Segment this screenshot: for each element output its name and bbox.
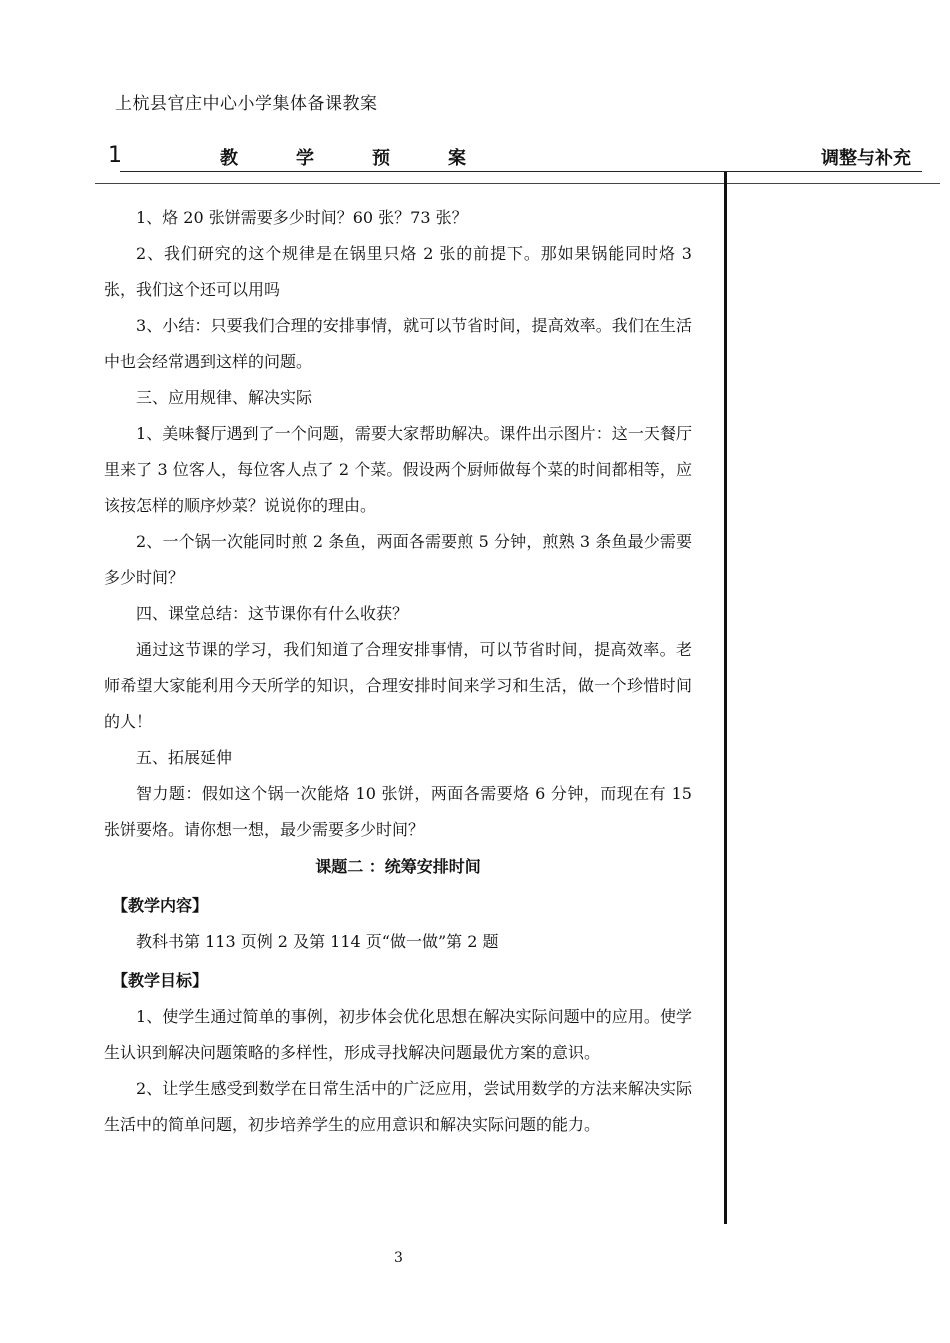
paragraph: 教科书第 113 页例 2 及第 114 页“做一做”第 2 题 (136, 932, 499, 951)
paragraph: 2、我们研究的这个规律是在锅里只烙 2 张的前提下。那如果锅能同时烙 3 张，我们这个还可以用吗 (104, 244, 692, 299)
school-title: 上杭县官庄中心小学集体备课教案 (115, 94, 378, 114)
table-header (108, 141, 923, 171)
paragraph: 1、美味餐厅遇到了一个问题，需要大家帮助解决。课件出示图片：这一天餐厅里来了 3 位客人，每位客人点了 2 个菜。假设两个厨师做每个菜的时间都相等，应该按怎样的顺序炒菜？说说你的理由。 (104, 424, 692, 515)
header-adjust-label: 调整与补充 (821, 148, 911, 169)
topic-title: 课题二 ：统筹安排时间 (315, 857, 481, 876)
page-number: 3 (394, 1250, 403, 1266)
paragraph: 2、一个锅一次能同时煎 2 条鱼，两面各需要煎 5 分钟，煎熟 3 条鱼最少需要多少时间？ (104, 532, 692, 587)
lesson-plan-content (104, 200, 692, 1143)
section-heading: 五、拓展延伸 (136, 748, 233, 767)
header-underline (120, 171, 922, 172)
horizontal-divider (95, 183, 940, 184)
paragraph: 智力题：假如这个锅一次能烙 10 张饼，两面各需要烙 6 分钟，而现在有 15 张饼要烙。请你想一想，最少需要多少时间？ (104, 784, 692, 839)
section-heading: 三、应用规律、解决实际 (136, 388, 313, 407)
section-heading: 四、课堂总结：这节课你有什么收获？ (136, 604, 409, 623)
paragraph: 通过这节课的学习，我们知道了合理安排事情，可以节省时间，提高效率。老师希望大家能利用今天所学的知识，合理安排时间来学习和生活，做一个珍惜时间的人！ (104, 640, 692, 731)
paragraph: 3、小结：只要我们合理的安排事情，就可以节省时间，提高效率。我们在生活中也会经常遇到这样的问题。 (104, 316, 692, 371)
section-label-goals: 【教学目标】 (112, 971, 209, 990)
header-plan-label: 教学预案 (220, 148, 524, 169)
section-label-content: 【教学内容】 (112, 896, 209, 915)
paragraph: 1、使学生通过简单的事例，初步体会优化思想在解决实际问题中的应用。使学生认识到解决问题策略的多样性，形成寻找解决问题最优方案的意识。 (104, 1007, 692, 1062)
header-number: 1 (108, 143, 122, 168)
paragraph: 2、让学生感受到数学在日常生活中的广泛应用，尝试用数学的方法来解决实际生活中的简单问题，初步培养学生的应用意识和解决实际问题的能力。 (104, 1079, 692, 1134)
paragraph: 1、烙 20 张饼需要多少时间？60 张？73 张？ (136, 208, 468, 227)
column-divider (724, 172, 727, 1224)
